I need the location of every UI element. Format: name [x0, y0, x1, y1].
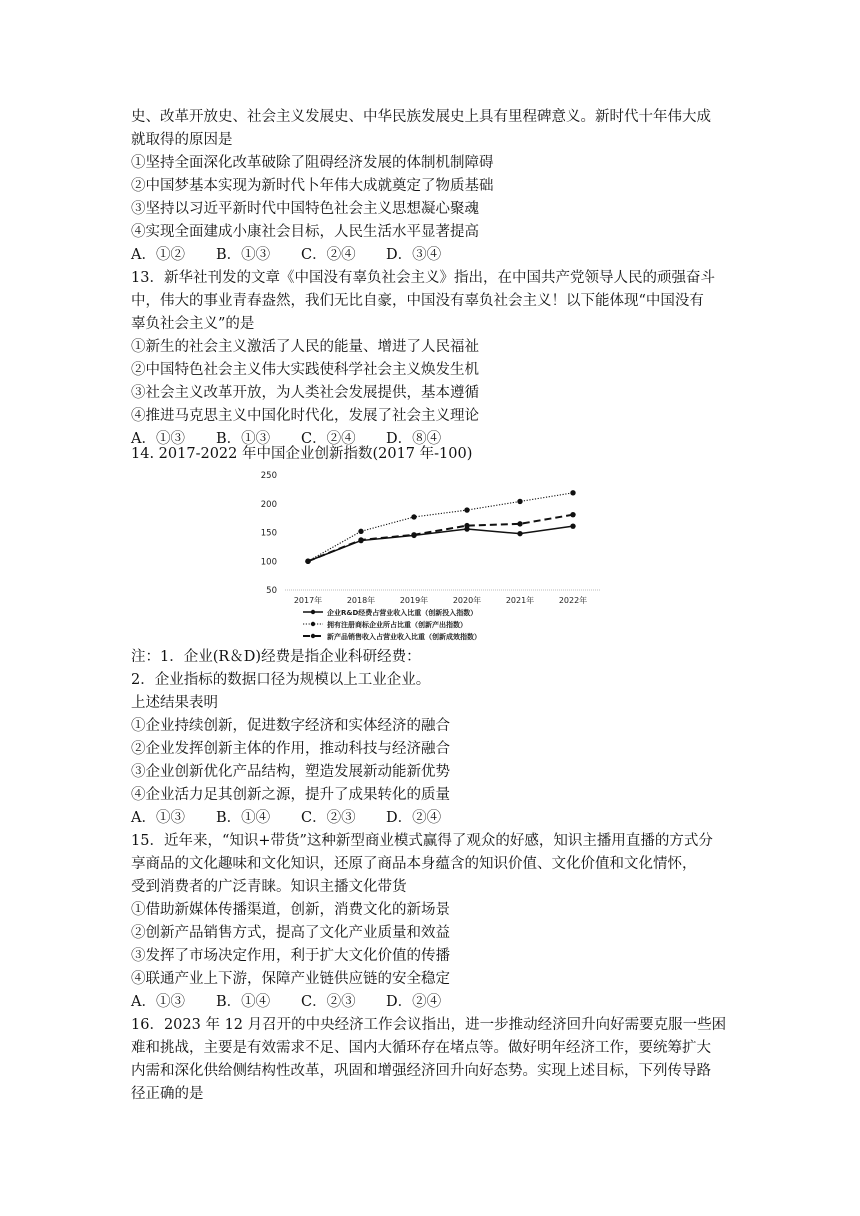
x-axis — [285, 590, 600, 605]
q14-note-1: 注：1．企业(R＆D)经费是指企业科研经费： — [131, 649, 421, 665]
q12-option-3: ③坚持以习近平新时代中国特色社会主义思想凝心聚魂 — [131, 201, 479, 217]
q14-note-2: 2．企业指标的数据口径为规模以上工业企业。 — [131, 672, 431, 688]
q16-line-2: 难和挑战，主要是有效需求不足、国内大循环存在堵点等。做好明年经济工作，要统筹扩大 — [131, 1040, 711, 1056]
y-tick-label: 50 — [266, 586, 277, 596]
data-point — [411, 532, 416, 537]
q13-answer-b: B．①③ — [216, 431, 271, 447]
data-point — [358, 529, 363, 534]
q15-option-1: ①借助新媒体传播渠道，创新，消费文化的新场景 — [131, 902, 450, 918]
q13-line-1: 13．新华社刊发的文章《中国没有辜负社会主义》指出，在中国共产党领导人民的顽强奋斗 — [131, 270, 715, 286]
y-tick-label: 150 — [260, 528, 277, 539]
q13-answer-a: A．①③ — [131, 431, 185, 447]
q12-answer-a: A．①② — [131, 247, 185, 263]
q16-line-3: 内需和深化供给侧结构性改革，巩固和增强经济回升向好态势。实现上述目标，下列传导路 — [131, 1063, 711, 1079]
legend-marker — [311, 634, 315, 638]
q15-answer-b: B．①④ — [216, 994, 271, 1010]
x-tick-label: 2019年 — [399, 596, 429, 605]
q15-option-3: ③发挥了市场决定作用，利于扩大文化价值的传播 — [131, 948, 450, 964]
q14-option-1: ①企业持续创新，促进数字经济和实体经济的融合 — [131, 718, 450, 734]
x-tick-label: 2020年 — [452, 596, 482, 605]
q13-line-3: 辜负社会主义”的是 — [131, 316, 255, 332]
chart-legend — [303, 608, 481, 641]
q13-answer-c: C．②④ — [301, 431, 356, 447]
q12-answer-b: B．①③ — [216, 247, 271, 263]
y-axis — [261, 471, 277, 596]
q15-line-1: 15．近年来，“知识+带货”这种新型商业模式赢得了观众的好感，知识主播用直播的方式分 — [131, 833, 713, 849]
q14-option-2: ②企业发挥创新主体的作用，推动科技与经济融合 — [131, 741, 450, 757]
q12-answer-d: D．③④ — [386, 247, 442, 263]
q13-option-4: ④推进马克思主义中国化时代化，发展了社会主义理论 — [131, 408, 479, 424]
data-point — [305, 559, 310, 564]
q14-option-4: ④企业活力足其创新之源，提升了成果转化的质量 — [131, 787, 450, 803]
legend-marker — [311, 622, 315, 626]
q14-answer-d: D．②④ — [386, 810, 442, 826]
legend-marker — [311, 610, 315, 614]
q15-answers — [131, 992, 441, 1012]
q14-answer-c: C．②③ — [301, 810, 356, 826]
legend-label: 拥有注册商标企业所占比重（创新产出指数） — [327, 621, 467, 629]
data-point — [517, 499, 522, 504]
data-point — [570, 490, 575, 495]
series-line-3 — [308, 515, 573, 562]
data-point — [517, 521, 522, 526]
data-point — [464, 523, 469, 528]
chart-series — [305, 490, 575, 564]
q14-title: 14. 2017-2022 年中国企业创新指数(2017 年-100) — [131, 446, 473, 462]
q13-answer-d: D．⑧④ — [386, 431, 442, 447]
data-point — [570, 523, 575, 528]
x-tick-label: 2022年 — [558, 596, 588, 605]
innovation-index-chart — [255, 465, 605, 645]
q15-answer-c: C．②③ — [301, 994, 356, 1010]
q12-line-1: 史、改革开放史、社会主义发展史、中华民族发展史上具有里程碑意义。新时代十年伟大成 — [131, 109, 711, 125]
series-line-2 — [308, 493, 573, 561]
q15-answer-d: D．②④ — [386, 994, 442, 1010]
q15-answer-a: A．①③ — [131, 994, 185, 1010]
q16-line-1: 16．2023 年 12 月召开的中央经济工作会议指出，进一步推动经济回升向好需要克服一些困 — [131, 1017, 727, 1033]
data-point — [517, 531, 522, 536]
q13-option-2: ②中国特色社会主义伟大实践使科学社会主义焕发生机 — [131, 362, 479, 378]
legend-label: 新产品销售收入占营业收入比重（创新成效指数） — [327, 633, 481, 641]
data-point — [570, 512, 575, 517]
series-line-1 — [308, 526, 573, 561]
q12-option-2: ②中国梦基本实现为新时代卜年伟大成就奠定了物质基础 — [131, 178, 494, 194]
q12-answer-c: C．②④ — [301, 247, 356, 263]
q12-answers — [131, 245, 441, 265]
q15-option-4: ④联通产业上下游，保障产业链供应链的安全稳定 — [131, 971, 450, 987]
q14-answer-b: B．①④ — [216, 810, 271, 826]
q13-option-1: ①新生的社会主义激活了人民的能量、增进了人民福祉 — [131, 339, 479, 355]
legend-label: 企业R&D经费占营业收入比重（创新投入指数） — [327, 609, 478, 617]
y-tick-label: 200 — [260, 499, 277, 510]
x-tick-label: 2021年 — [505, 596, 535, 605]
x-tick-label: 2017年 — [293, 596, 323, 605]
q14-option-3: ③企业创新优化产品结构，塑造发展新动能新优势 — [131, 764, 450, 780]
q12-option-4: ④实现全面建成小康社会目标，人民生活水平显著提高 — [131, 224, 479, 240]
q14-answers — [131, 808, 441, 828]
q13-option-3: ③社会主义改革开放，为人类社会发展提供，基本遵循 — [131, 385, 479, 401]
q14-answer-a: A．①③ — [131, 810, 185, 826]
data-point — [358, 537, 363, 542]
data-point — [411, 514, 416, 519]
q16-line-4: 径正确的是 — [131, 1086, 204, 1102]
y-tick-label: 250 — [260, 471, 277, 481]
q13-line-2: 中，伟大的事业青春盎然，我们无比自豪，中国没有辜负社会主义！以下能体现“中国没有 — [131, 293, 704, 309]
data-point — [464, 507, 469, 512]
q15-line-3: 受到消费者的广泛青睐。知识主播文化带货 — [131, 879, 407, 895]
q12-option-1: ①坚持全面深化改革破除了阻碍经济发展的体制机制障碍 — [131, 155, 494, 171]
y-tick-label: 100 — [260, 557, 277, 568]
q12-line-2: 就取得的原因是 — [131, 132, 233, 148]
x-tick-label: 2018年 — [346, 596, 376, 605]
q15-option-2: ②创新产品销售方式，提高了文化产业质量和效益 — [131, 925, 450, 941]
q15-line-2: 享商品的文化趣味和文化知识，还原了商品本身蕴含的知识价值、文化价值和文化情怀， — [131, 856, 697, 872]
q14-lead: 上述结果表明 — [131, 695, 218, 711]
